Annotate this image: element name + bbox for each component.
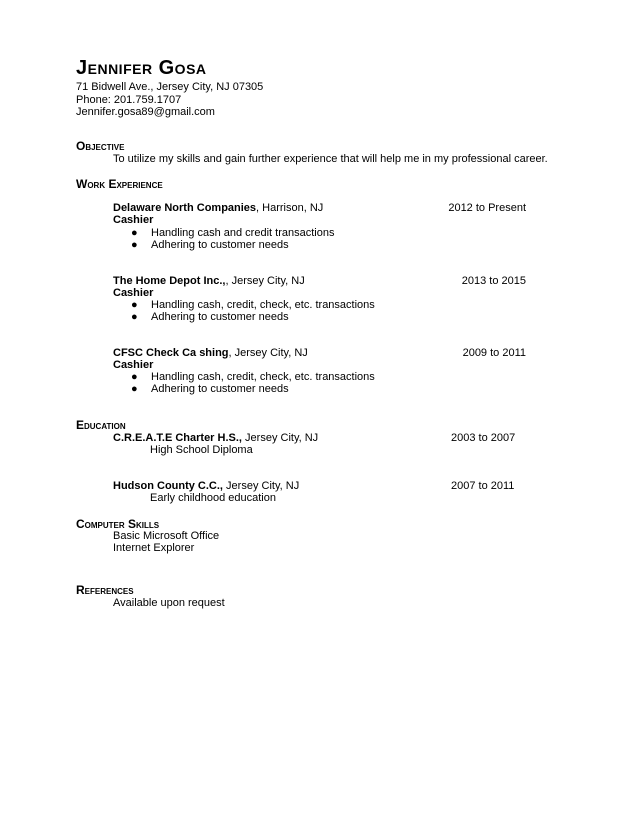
school-location: Jersey City, NJ	[223, 480, 300, 492]
bullet-icon: ●	[131, 371, 138, 383]
job-dates: 2009 to 2011	[462, 347, 526, 359]
education-heading: Education	[76, 418, 126, 432]
references-text: Available upon request	[113, 597, 225, 609]
skill-item: Internet Explorer	[113, 542, 195, 554]
bullet-icon: ●	[131, 299, 138, 311]
job-dates: 2012 to Present	[448, 202, 526, 214]
work-experience-heading: Work Experience	[76, 177, 163, 191]
job-location: , Harrison, NJ	[256, 202, 324, 214]
references-heading: References	[76, 583, 134, 597]
job-bullet: ● Handling cash and credit transactions	[131, 227, 335, 239]
school-name: Hudson County C.C.,	[113, 480, 223, 492]
school-dates: 2007 to 2011	[451, 480, 515, 492]
school-dates: 2003 to 2007	[451, 432, 516, 444]
job-bullet: ● Handling cash, credit, check, etc. transactions	[131, 299, 375, 311]
computer-skills-heading: Computer Skills	[76, 517, 160, 531]
job-company: Delaware North Companies	[113, 202, 257, 214]
objective-text: To utilize my skills and gain further experience that will help me in my professional career.	[113, 153, 548, 165]
objective-heading: Objective	[76, 139, 125, 153]
job-bullet: ● Adhering to customer needs	[131, 383, 289, 395]
bullet-icon: ●	[131, 227, 138, 239]
job-company: CFSC Check Ca shing	[113, 347, 229, 359]
job-title: Cashier	[113, 214, 154, 226]
school-location: Jersey City, NJ	[241, 432, 319, 444]
job-dates: 2013 to 2015	[461, 275, 526, 287]
contact-address: 71 Bidwell Ave., Jersey City, NJ 07305	[76, 81, 264, 93]
job-location: , Jersey City, NJ	[228, 347, 308, 359]
school-degree: High School Diploma	[150, 444, 253, 456]
resume-name: Jennifer Gosa	[76, 57, 207, 79]
bullet-icon: ●	[131, 383, 138, 395]
bullet-icon: ●	[131, 311, 138, 323]
contact-email: Jennifer.gosa89@gmail.com	[76, 106, 215, 118]
skill-item: Basic Microsoft Office	[113, 530, 220, 542]
job-company: The Home Depot Inc.,	[113, 275, 226, 287]
bullet-icon: ●	[131, 239, 138, 251]
job-bullet: ● Adhering to customer needs	[131, 311, 289, 323]
job-location: , Jersey City, NJ	[225, 275, 305, 287]
contact-phone: Phone: 201.759.1707	[76, 94, 182, 106]
job-title: Cashier	[113, 287, 154, 299]
school-name: C.R.E.A.T.E Charter H.S.,	[113, 432, 242, 444]
job-title: Cashier	[113, 359, 154, 371]
job-bullet: ● Adhering to customer needs	[131, 239, 289, 251]
school-degree: Early childhood education	[150, 492, 276, 504]
job-bullet: ● Handling cash, credit, check, etc. transactions	[131, 371, 375, 383]
